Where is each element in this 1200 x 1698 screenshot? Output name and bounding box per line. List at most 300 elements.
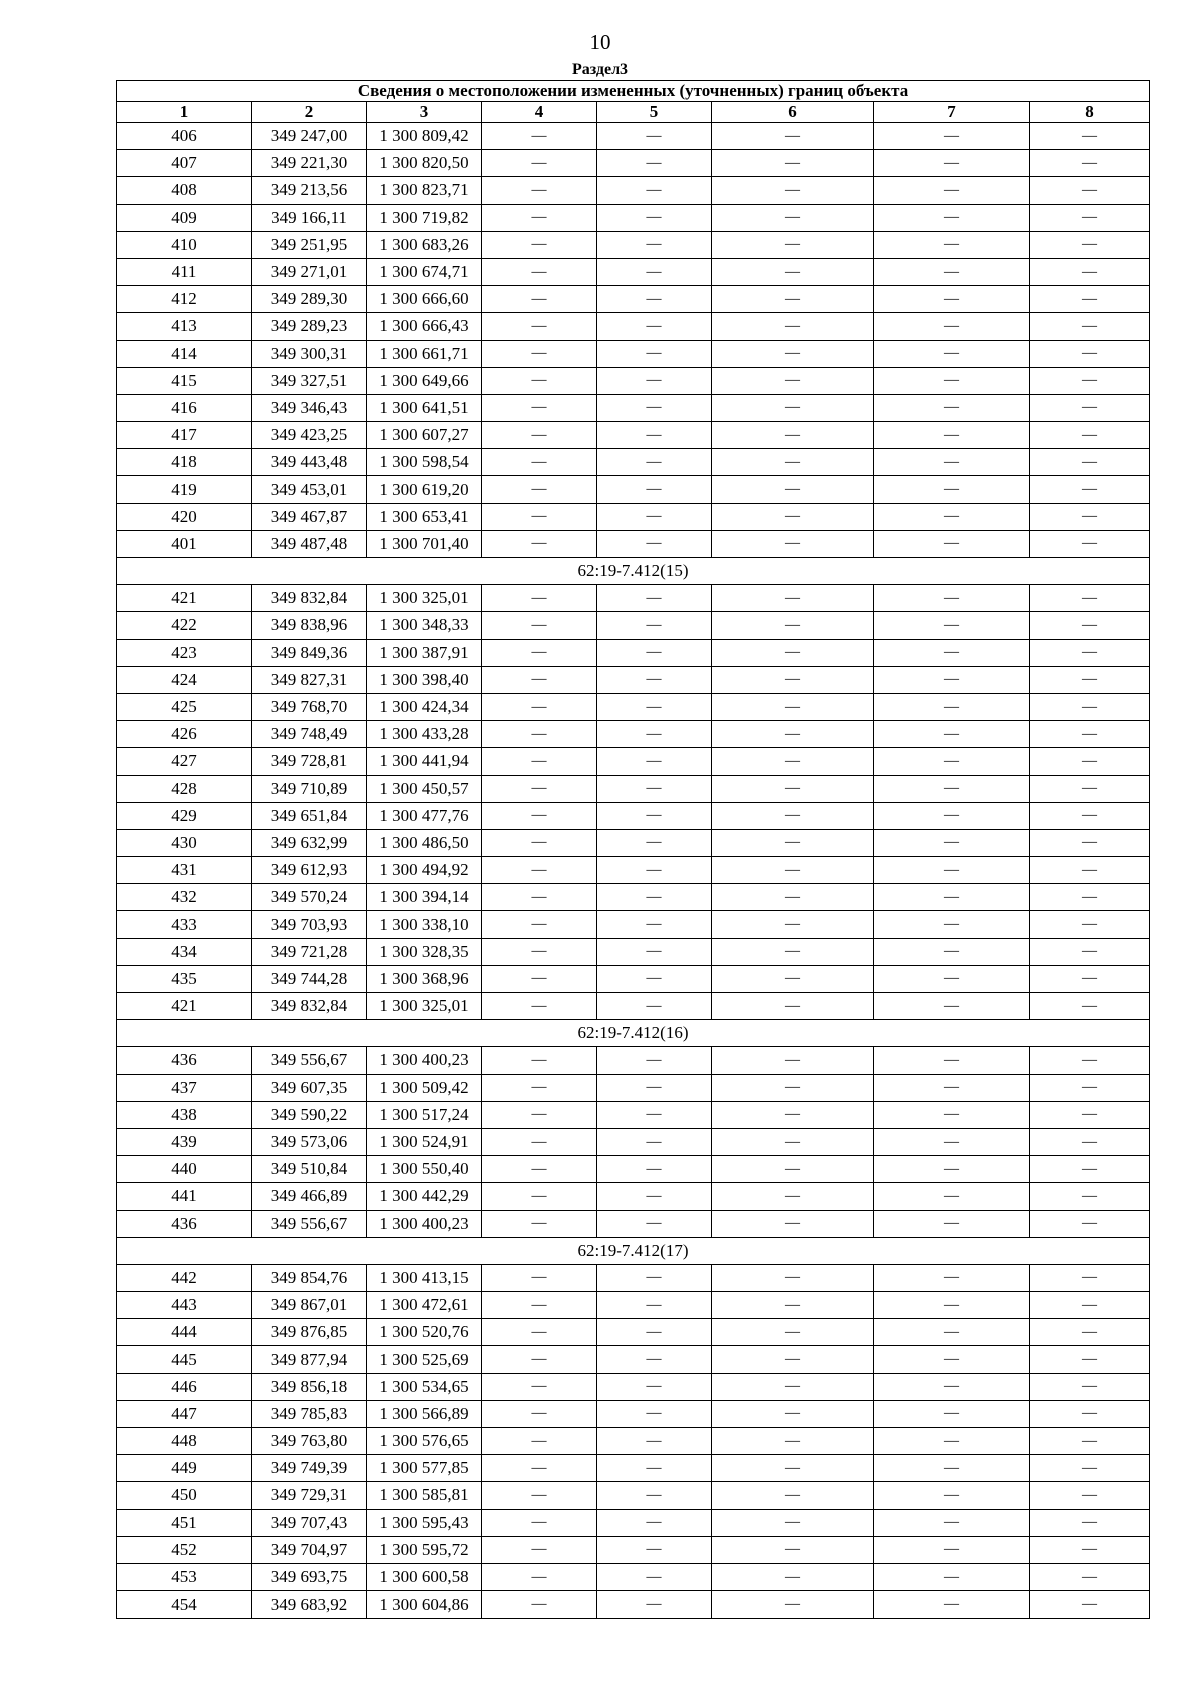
dash-cell: — <box>712 1509 874 1536</box>
table-row <box>117 1591 1150 1619</box>
x-coordinate-cell: 349 763,80 <box>252 1428 367 1455</box>
dash-cell: — <box>597 965 712 992</box>
x-coordinate-cell: 349 213,56 <box>252 177 367 204</box>
point-number-cell: 426 <box>117 721 252 748</box>
table-row <box>117 476 1150 503</box>
dash-cell: — <box>874 775 1030 802</box>
y-coordinate-cell: 1 300 413,15 <box>367 1264 482 1291</box>
dash-cell: — <box>712 693 874 720</box>
y-coordinate-cell: 1 300 595,43 <box>367 1509 482 1536</box>
dash-cell: — <box>1030 1455 1150 1482</box>
y-coordinate-cell: 1 300 348,33 <box>367 612 482 639</box>
dash-cell: — <box>597 1455 712 1482</box>
dash-cell: — <box>482 1128 597 1155</box>
dash-cell: — <box>874 422 1030 449</box>
dash-cell: — <box>1030 965 1150 992</box>
dash-cell: — <box>1030 938 1150 965</box>
dash-cell: — <box>712 231 874 258</box>
point-number-cell: 442 <box>117 1264 252 1291</box>
x-coordinate-cell: 349 721,28 <box>252 938 367 965</box>
dash-cell: — <box>1030 884 1150 911</box>
dash-cell: — <box>482 911 597 938</box>
table-caption-row <box>117 81 1150 102</box>
table-row <box>117 829 1150 856</box>
dash-cell: — <box>1030 1210 1150 1237</box>
dash-cell: — <box>1030 476 1150 503</box>
table-row <box>117 802 1150 829</box>
dash-cell: — <box>712 123 874 150</box>
x-coordinate-cell: 349 856,18 <box>252 1373 367 1400</box>
dash-cell: — <box>597 802 712 829</box>
table-row <box>117 693 1150 720</box>
y-coordinate-cell: 1 300 566,89 <box>367 1400 482 1427</box>
x-coordinate-cell: 349 832,84 <box>252 993 367 1020</box>
point-number-cell: 437 <box>117 1074 252 1101</box>
dash-cell: — <box>712 340 874 367</box>
dash-cell: — <box>482 449 597 476</box>
point-number-cell: 429 <box>117 802 252 829</box>
dash-cell: — <box>874 286 1030 313</box>
group-row <box>117 558 1150 585</box>
dash-cell: — <box>1030 1509 1150 1536</box>
table-row <box>117 775 1150 802</box>
section-title: Раздел3 <box>571 61 629 78</box>
y-coordinate-cell: 1 300 368,96 <box>367 965 482 992</box>
dash-cell: — <box>874 1074 1030 1101</box>
table-row <box>117 1563 1150 1590</box>
dash-cell: — <box>482 231 597 258</box>
dash-cell: — <box>597 258 712 285</box>
point-number-cell: 410 <box>117 231 252 258</box>
dash-cell: — <box>1030 993 1150 1020</box>
dash-cell: — <box>712 503 874 530</box>
x-coordinate-cell: 349 289,23 <box>252 313 367 340</box>
dash-cell: — <box>874 1591 1030 1619</box>
dash-cell: — <box>597 123 712 150</box>
dash-cell: — <box>712 748 874 775</box>
dash-cell: — <box>482 394 597 421</box>
dash-cell: — <box>874 1183 1030 1210</box>
dash-cell: — <box>1030 1591 1150 1619</box>
y-coordinate-cell: 1 300 577,85 <box>367 1455 482 1482</box>
dash-cell: — <box>482 748 597 775</box>
dash-cell: — <box>597 367 712 394</box>
point-number-cell: 416 <box>117 394 252 421</box>
point-number-cell: 425 <box>117 693 252 720</box>
point-number-cell: 430 <box>117 829 252 856</box>
table-row <box>117 666 1150 693</box>
dash-cell: — <box>482 1183 597 1210</box>
x-coordinate-cell: 349 590,22 <box>252 1101 367 1128</box>
dash-cell: — <box>597 1400 712 1427</box>
point-number-cell: 422 <box>117 612 252 639</box>
y-coordinate-cell: 1 300 585,81 <box>367 1482 482 1509</box>
y-coordinate-cell: 1 300 442,29 <box>367 1183 482 1210</box>
table-row <box>117 1509 1150 1536</box>
dash-cell: — <box>597 177 712 204</box>
dash-cell: — <box>1030 1536 1150 1563</box>
column-header: 4 <box>482 102 597 123</box>
dash-cell: — <box>1030 1373 1150 1400</box>
dash-cell: — <box>1030 286 1150 313</box>
x-coordinate-cell: 349 832,84 <box>252 585 367 612</box>
dash-cell: — <box>597 666 712 693</box>
dash-cell: — <box>874 1292 1030 1319</box>
table-row <box>117 150 1150 177</box>
dash-cell: — <box>597 1047 712 1074</box>
dash-cell: — <box>874 1264 1030 1291</box>
dash-cell: — <box>712 449 874 476</box>
dash-cell: — <box>712 422 874 449</box>
dash-cell: — <box>482 367 597 394</box>
dash-cell: — <box>1030 1400 1150 1427</box>
dash-cell: — <box>482 965 597 992</box>
dash-cell: — <box>482 177 597 204</box>
dash-cell: — <box>712 313 874 340</box>
y-coordinate-cell: 1 300 477,76 <box>367 802 482 829</box>
dash-cell: — <box>874 1536 1030 1563</box>
point-number-cell: 411 <box>117 258 252 285</box>
dash-cell: — <box>1030 503 1150 530</box>
table-row <box>117 503 1150 530</box>
dash-cell: — <box>874 150 1030 177</box>
dash-cell: — <box>1030 150 1150 177</box>
table-row <box>117 1128 1150 1155</box>
dash-cell: — <box>482 693 597 720</box>
dash-cell: — <box>712 1455 874 1482</box>
y-coordinate-cell: 1 300 486,50 <box>367 829 482 856</box>
dash-cell: — <box>482 1074 597 1101</box>
x-coordinate-cell: 349 453,01 <box>252 476 367 503</box>
table-row <box>117 1210 1150 1237</box>
x-coordinate-cell: 349 271,01 <box>252 258 367 285</box>
dash-cell: — <box>597 231 712 258</box>
dash-cell: — <box>874 693 1030 720</box>
table-row <box>117 449 1150 476</box>
point-number-cell: 436 <box>117 1210 252 1237</box>
dash-cell: — <box>482 1563 597 1590</box>
dash-cell: — <box>874 367 1030 394</box>
dash-cell: — <box>482 422 597 449</box>
dash-cell: — <box>712 829 874 856</box>
dash-cell: — <box>712 258 874 285</box>
dash-cell: — <box>712 1074 874 1101</box>
dash-cell: — <box>712 1210 874 1237</box>
x-coordinate-cell: 349 573,06 <box>252 1128 367 1155</box>
x-coordinate-cell: 349 466,89 <box>252 1183 367 1210</box>
y-coordinate-cell: 1 300 328,35 <box>367 938 482 965</box>
dash-cell: — <box>1030 1346 1150 1373</box>
dash-cell: — <box>874 1210 1030 1237</box>
y-coordinate-cell: 1 300 424,34 <box>367 693 482 720</box>
y-coordinate-cell: 1 300 450,57 <box>367 775 482 802</box>
x-coordinate-cell: 349 744,28 <box>252 965 367 992</box>
x-coordinate-cell: 349 570,24 <box>252 884 367 911</box>
point-number-cell: 433 <box>117 911 252 938</box>
point-number-cell: 427 <box>117 748 252 775</box>
dash-cell: — <box>597 204 712 231</box>
dash-cell: — <box>597 721 712 748</box>
point-number-cell: 451 <box>117 1509 252 1536</box>
point-number-cell: 450 <box>117 1482 252 1509</box>
point-number-cell: 448 <box>117 1428 252 1455</box>
dash-cell: — <box>874 639 1030 666</box>
dash-cell: — <box>712 585 874 612</box>
x-coordinate-cell: 349 443,48 <box>252 449 367 476</box>
y-coordinate-cell: 1 300 719,82 <box>367 204 482 231</box>
dash-cell: — <box>712 1264 874 1291</box>
point-number-cell: 408 <box>117 177 252 204</box>
table-row <box>117 748 1150 775</box>
dash-cell: — <box>712 1536 874 1563</box>
point-number-cell: 443 <box>117 1292 252 1319</box>
column-header: 8 <box>1030 102 1150 123</box>
x-coordinate-cell: 349 683,92 <box>252 1591 367 1619</box>
dash-cell: — <box>712 1563 874 1590</box>
dash-cell: — <box>712 1482 874 1509</box>
y-coordinate-cell: 1 300 598,54 <box>367 449 482 476</box>
dash-cell: — <box>482 585 597 612</box>
table-row <box>117 1428 1150 1455</box>
dash-cell: — <box>482 1264 597 1291</box>
dash-cell: — <box>874 1156 1030 1183</box>
dash-cell: — <box>482 1400 597 1427</box>
dash-cell: — <box>874 258 1030 285</box>
y-coordinate-cell: 1 300 823,71 <box>367 177 482 204</box>
dash-cell: — <box>1030 1101 1150 1128</box>
y-coordinate-cell: 1 300 666,60 <box>367 286 482 313</box>
x-coordinate-cell: 349 876,85 <box>252 1319 367 1346</box>
dash-cell: — <box>597 775 712 802</box>
x-coordinate-cell: 349 849,36 <box>252 639 367 666</box>
dash-cell: — <box>1030 258 1150 285</box>
dash-cell: — <box>874 204 1030 231</box>
dash-cell: — <box>597 639 712 666</box>
x-coordinate-cell: 349 704,97 <box>252 1536 367 1563</box>
dash-cell: — <box>1030 829 1150 856</box>
y-coordinate-cell: 1 300 534,65 <box>367 1373 482 1400</box>
y-coordinate-cell: 1 300 619,20 <box>367 476 482 503</box>
table-body <box>117 123 1150 1619</box>
dash-cell: — <box>597 394 712 421</box>
dash-cell: — <box>597 449 712 476</box>
dash-cell: — <box>712 802 874 829</box>
y-coordinate-cell: 1 300 400,23 <box>367 1047 482 1074</box>
dash-cell: — <box>482 1346 597 1373</box>
x-coordinate-cell: 349 327,51 <box>252 367 367 394</box>
column-header: 2 <box>252 102 367 123</box>
dash-cell: — <box>1030 693 1150 720</box>
x-coordinate-cell: 349 768,70 <box>252 693 367 720</box>
dash-cell: — <box>712 993 874 1020</box>
point-number-cell: 417 <box>117 422 252 449</box>
group-label: 62:19-7.412(17) <box>117 1237 1150 1264</box>
dash-cell: — <box>597 1101 712 1128</box>
dash-cell: — <box>1030 639 1150 666</box>
dash-cell: — <box>712 1591 874 1619</box>
dash-cell: — <box>874 1400 1030 1427</box>
y-coordinate-cell: 1 300 607,27 <box>367 422 482 449</box>
dash-cell: — <box>712 1319 874 1346</box>
dash-cell: — <box>1030 1128 1150 1155</box>
dash-cell: — <box>597 748 712 775</box>
dash-cell: — <box>597 1264 712 1291</box>
y-coordinate-cell: 1 300 576,65 <box>367 1428 482 1455</box>
table-row <box>117 123 1150 150</box>
dash-cell: — <box>874 612 1030 639</box>
dash-cell: — <box>482 1319 597 1346</box>
point-number-cell: 452 <box>117 1536 252 1563</box>
x-coordinate-cell: 349 612,93 <box>252 857 367 884</box>
dash-cell: — <box>482 1373 597 1400</box>
table-row <box>117 1047 1150 1074</box>
dash-cell: — <box>482 1591 597 1619</box>
dash-cell: — <box>482 1428 597 1455</box>
x-coordinate-cell: 349 289,30 <box>252 286 367 313</box>
dash-cell: — <box>712 775 874 802</box>
dash-cell: — <box>712 666 874 693</box>
dash-cell: — <box>874 313 1030 340</box>
point-number-cell: 436 <box>117 1047 252 1074</box>
dash-cell: — <box>712 394 874 421</box>
x-coordinate-cell: 349 487,48 <box>252 530 367 557</box>
dash-cell: — <box>482 775 597 802</box>
dash-cell: — <box>874 123 1030 150</box>
x-coordinate-cell: 349 854,76 <box>252 1264 367 1291</box>
dash-cell: — <box>712 1373 874 1400</box>
dash-cell: — <box>482 258 597 285</box>
column-header: 3 <box>367 102 482 123</box>
y-coordinate-cell: 1 300 387,91 <box>367 639 482 666</box>
table-row <box>117 1400 1150 1427</box>
x-coordinate-cell: 349 251,95 <box>252 231 367 258</box>
dash-cell: — <box>712 1183 874 1210</box>
table-row <box>117 1455 1150 1482</box>
dash-cell: — <box>874 993 1030 1020</box>
point-number-cell: 428 <box>117 775 252 802</box>
y-coordinate-cell: 1 300 325,01 <box>367 993 482 1020</box>
table-row <box>117 177 1150 204</box>
dash-cell: — <box>712 1428 874 1455</box>
dash-cell: — <box>874 938 1030 965</box>
dash-cell: — <box>874 340 1030 367</box>
table-row <box>117 367 1150 394</box>
dash-cell: — <box>482 503 597 530</box>
dash-cell: — <box>1030 748 1150 775</box>
x-coordinate-cell: 349 838,96 <box>252 612 367 639</box>
point-number-cell: 418 <box>117 449 252 476</box>
dash-cell: — <box>482 721 597 748</box>
dash-cell: — <box>482 204 597 231</box>
table-row <box>117 1101 1150 1128</box>
dash-cell: — <box>482 286 597 313</box>
dash-cell: — <box>1030 1482 1150 1509</box>
column-header: 1 <box>117 102 252 123</box>
dash-cell: — <box>597 1591 712 1619</box>
x-coordinate-cell: 349 423,25 <box>252 422 367 449</box>
table-row <box>117 965 1150 992</box>
dash-cell: — <box>482 1156 597 1183</box>
dash-cell: — <box>1030 422 1150 449</box>
x-coordinate-cell: 349 510,84 <box>252 1156 367 1183</box>
dash-cell: — <box>597 911 712 938</box>
table-row <box>117 1183 1150 1210</box>
y-coordinate-cell: 1 300 701,40 <box>367 530 482 557</box>
dash-cell: — <box>874 585 1030 612</box>
dash-cell: — <box>874 1455 1030 1482</box>
y-coordinate-cell: 1 300 325,01 <box>367 585 482 612</box>
x-coordinate-cell: 349 703,93 <box>252 911 367 938</box>
dash-cell: — <box>597 1509 712 1536</box>
dash-cell: — <box>712 1047 874 1074</box>
table-row <box>117 1536 1150 1563</box>
dash-cell: — <box>597 884 712 911</box>
coordinates-table <box>116 80 1150 1619</box>
point-number-cell: 444 <box>117 1319 252 1346</box>
column-header: 5 <box>597 102 712 123</box>
table-row <box>117 911 1150 938</box>
table-row <box>117 1346 1150 1373</box>
dash-cell: — <box>1030 1563 1150 1590</box>
dash-cell: — <box>712 177 874 204</box>
dash-cell: — <box>597 1536 712 1563</box>
group-label: 62:19-7.412(16) <box>117 1020 1150 1047</box>
table-row <box>117 286 1150 313</box>
y-coordinate-cell: 1 300 524,91 <box>367 1128 482 1155</box>
dash-cell: — <box>712 938 874 965</box>
y-coordinate-cell: 1 300 809,42 <box>367 123 482 150</box>
point-number-cell: 445 <box>117 1346 252 1373</box>
dash-cell: — <box>482 1101 597 1128</box>
y-coordinate-cell: 1 300 649,66 <box>367 367 482 394</box>
y-coordinate-cell: 1 300 661,71 <box>367 340 482 367</box>
dash-cell: — <box>1030 1264 1150 1291</box>
point-number-cell: 453 <box>117 1563 252 1590</box>
dash-cell: — <box>597 1482 712 1509</box>
point-number-cell: 435 <box>117 965 252 992</box>
dash-cell: — <box>482 123 597 150</box>
dash-cell: — <box>874 1319 1030 1346</box>
table-row <box>117 231 1150 258</box>
point-number-cell: 440 <box>117 1156 252 1183</box>
column-number-row <box>117 102 1150 123</box>
dash-cell: — <box>712 857 874 884</box>
y-coordinate-cell: 1 300 653,41 <box>367 503 482 530</box>
y-coordinate-cell: 1 300 641,51 <box>367 394 482 421</box>
dash-cell: — <box>874 231 1030 258</box>
dash-cell: — <box>482 1482 597 1509</box>
point-number-cell: 401 <box>117 530 252 557</box>
dash-cell: — <box>1030 721 1150 748</box>
x-coordinate-cell: 349 785,83 <box>252 1400 367 1427</box>
page-number: 10 <box>589 30 611 54</box>
dash-cell: — <box>874 1563 1030 1590</box>
dash-cell: — <box>597 1428 712 1455</box>
point-number-cell: 446 <box>117 1373 252 1400</box>
dash-cell: — <box>874 1047 1030 1074</box>
dash-cell: — <box>874 1509 1030 1536</box>
y-coordinate-cell: 1 300 400,23 <box>367 1210 482 1237</box>
dash-cell: — <box>482 1536 597 1563</box>
dash-cell: — <box>874 1101 1030 1128</box>
dash-cell: — <box>597 1074 712 1101</box>
dash-cell: — <box>874 965 1030 992</box>
dash-cell: — <box>482 340 597 367</box>
dash-cell: — <box>1030 1428 1150 1455</box>
dash-cell: — <box>597 857 712 884</box>
point-number-cell: 439 <box>117 1128 252 1155</box>
table-row <box>117 258 1150 285</box>
